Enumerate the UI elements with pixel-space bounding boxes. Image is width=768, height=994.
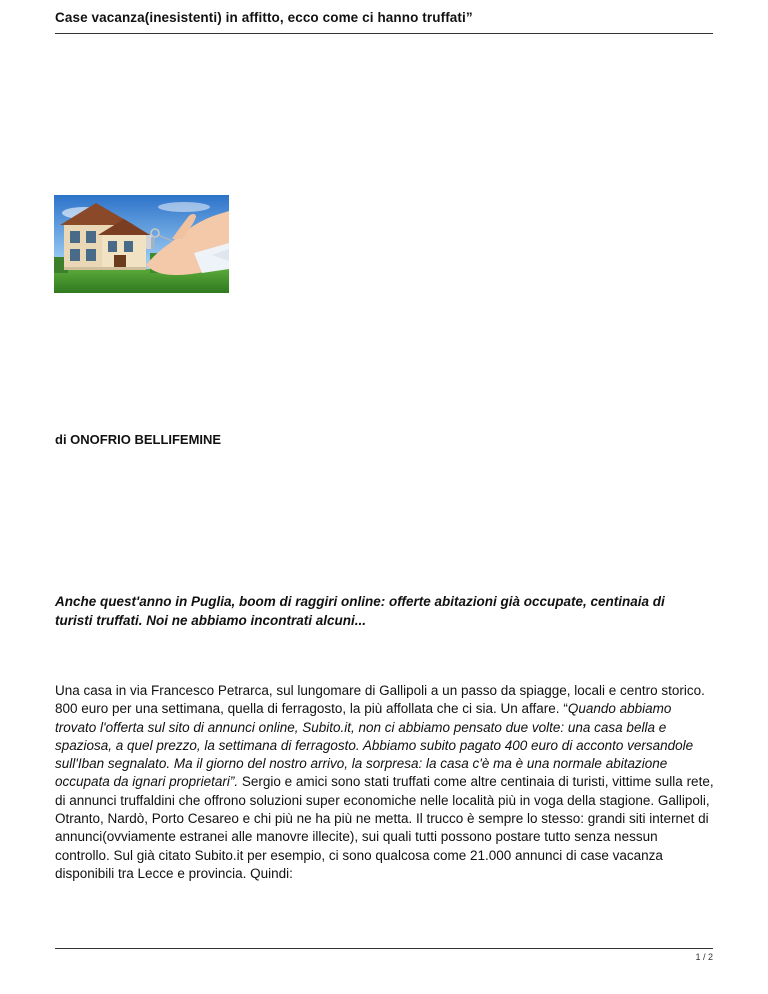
header-divider — [55, 33, 713, 34]
article-photo-house-keys — [54, 195, 229, 293]
article-body — [55, 682, 715, 883]
body-rest: Sergio e amici sono stati truffati come altre centinaia di turisti, vittime sulla rete, di annunci truffaldini che offrono soluzioni super economiche nelle località più in voga della stagione. Gallipoli, Otranto, Nardò, Porto Cesareo e chi più ne ha più ne metta. Il trucco è sempre lo stesso: grandi siti internet di annunci(ovviamente estranei alle manovre illecite), sui quali tutti possono postare tutto senza nessun controllo. Sul già citato Subito.it per esempio, ci sono qualcosa come 21.000 annunci di case vacanza disponibili tra Lecce e provincia. Quindi: — [55, 774, 714, 881]
body-quote: Quando abbiamo trovato l'offerta sul sito di annunci online, Subito.it, non ci abbiamo pensato due volte: una casa bella e spaziosa, a quel prezzo, la settimana di ferragosto. Abbiamo subito pagato 400 euro di acconto versandole sull'Iban segnalato. Ma il giorno del nostro arrivo, la sorpresa: la casa c'è ma è una normale abitazione occupata da ignari proprietari”. — [55, 701, 694, 790]
page-header-title: Case vacanza(inesistenti) in affitto, ecco come ci hanno truffati” — [55, 10, 473, 25]
article-subtitle: Anche quest'anno in Puglia, boom di raggiri online: offerte abitazioni già occupate, centinaia di turisti truffati. Noi ne abbiamo incontrati alcuni... — [55, 594, 665, 628]
footer-divider — [55, 948, 713, 949]
article-byline: di ONOFRIO BELLIFEMINE — [55, 432, 222, 447]
page-number: 1 / 2 — [695, 952, 713, 962]
body-intro: Una casa in via Francesco Petrarca, sul lungomare di Gallipoli a un passo da spiagge, locali e centro storico. 800 euro per una settimana, quella di ferragosto, la più affollata che ci sia. Un affare. “ — [55, 683, 705, 717]
